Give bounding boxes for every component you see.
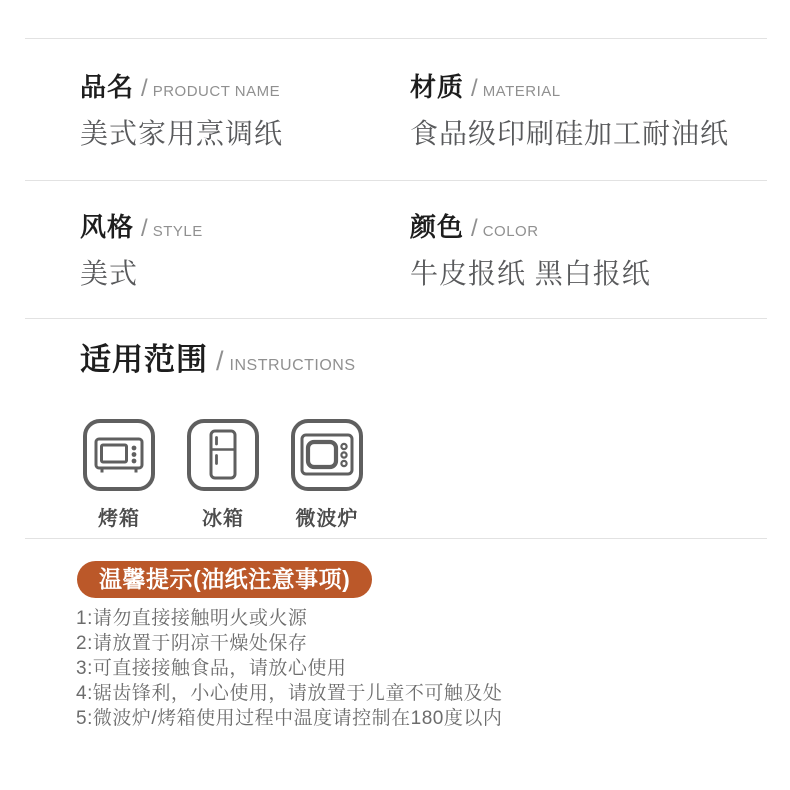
- notice-list: [76, 606, 502, 731]
- divider: [25, 538, 767, 539]
- notice-item: 3:可直接接触食品，请放心使用: [76, 658, 347, 679]
- notice-item: 1:请勿直接接触明火或火源: [76, 608, 308, 629]
- spec-product-name: [80, 70, 283, 152]
- scope-sublabel: INSTRUCTIONS: [229, 357, 356, 374]
- notice-badge: 温馨提示(油纸注意事项): [77, 561, 372, 598]
- slash-separator: /: [471, 215, 478, 242]
- spec-value: 美式家用烹调纸: [80, 118, 284, 149]
- notice-item: 2:请放置于阴凉干燥处保存: [76, 633, 308, 654]
- spec-header: [410, 70, 729, 104]
- spec-color: [410, 210, 651, 292]
- spec-value: 牛皮报纸 黑白报纸: [410, 258, 651, 289]
- spec-sublabel: MATERIAL: [482, 83, 561, 100]
- fridge-icon: [187, 419, 259, 491]
- spec-header: [410, 210, 651, 244]
- spec-sublabel: COLOR: [482, 223, 539, 240]
- divider: [25, 38, 767, 39]
- spec-style: [80, 210, 203, 292]
- appliance-label: 烤箱: [98, 508, 140, 530]
- spec-sublabel: STYLE: [152, 223, 203, 240]
- appliance-label: 微波炉: [295, 508, 359, 530]
- spec-header: [80, 210, 203, 244]
- spec-material: [410, 70, 729, 152]
- notice-item: 5:微波炉/烤箱使用过程中温度请控制在180度以内: [76, 708, 503, 729]
- spec-value: 食品级印刷硅加工耐油纸: [410, 118, 730, 149]
- slash-separator: /: [216, 346, 224, 376]
- slash-separator: /: [141, 75, 148, 102]
- slash-separator: /: [471, 75, 478, 102]
- oven-icon: [83, 419, 155, 491]
- spec-label: 品名: [80, 72, 135, 102]
- divider: [25, 318, 767, 319]
- spec-header: [80, 70, 283, 104]
- appliance-fridge: [185, 419, 261, 531]
- appliance-microwave: [289, 419, 365, 531]
- spec-label: 材质: [410, 72, 465, 102]
- spec-value: 美式: [80, 258, 139, 289]
- spec-label: 颜色: [410, 212, 465, 242]
- microwave-icon: [291, 419, 363, 491]
- notice-item: 4:锯齿锋利，小心使用，请放置于儿童不可触及处: [76, 683, 503, 704]
- appliance-label: 冰箱: [202, 508, 244, 530]
- appliance-oven: [81, 419, 157, 531]
- scope-header: [80, 340, 356, 380]
- spec-label: 风格: [80, 212, 135, 242]
- spec-sublabel: PRODUCT NAME: [152, 83, 281, 100]
- slash-separator: /: [141, 215, 148, 242]
- scope-label: 适用范围: [80, 342, 208, 377]
- divider: [25, 180, 767, 181]
